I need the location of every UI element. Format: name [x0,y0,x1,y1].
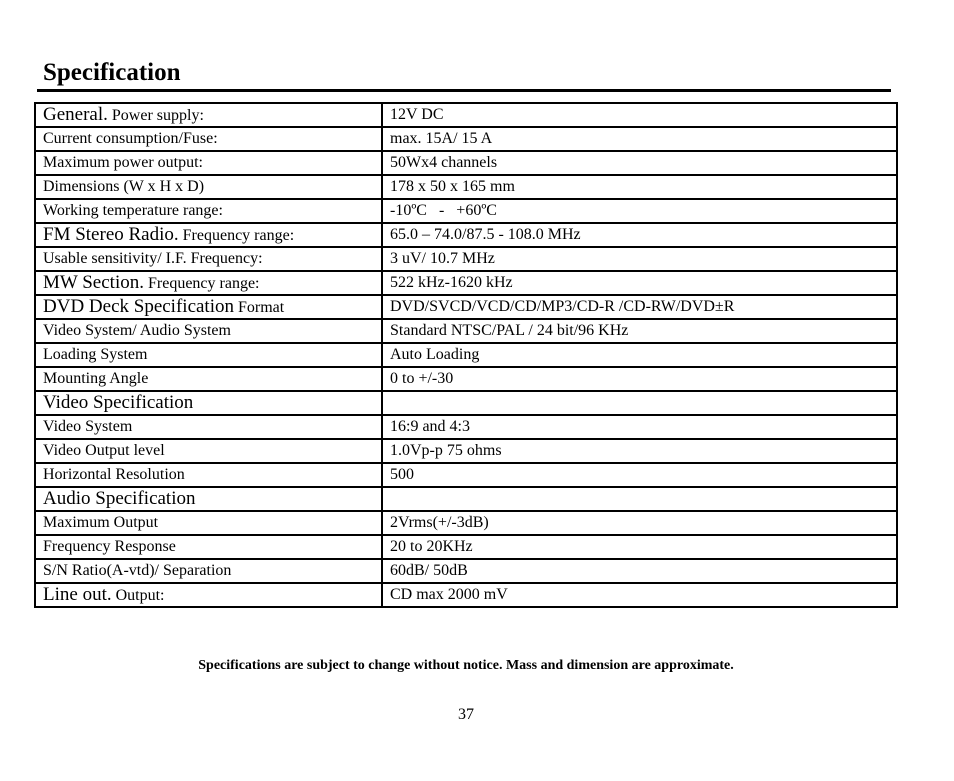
spec-label-cell [35,487,382,511]
spec-value-cell [382,391,897,415]
spec-label: Maximum power output: [43,154,203,171]
spec-label: Video System [43,418,133,435]
spec-value-cell [382,559,897,583]
spec-label: Frequency range: [178,226,295,244]
spec-label-cell [35,271,382,295]
section-heading: FM Stereo Radio. [43,223,179,245]
spec-label-cell [35,367,382,391]
spec-label: Usable sensitivity/ I.F. Frequency: [43,250,263,267]
spec-value-cell [382,511,897,535]
spec-label: Frequency range: [143,274,260,292]
table-row [35,535,897,559]
table-row [35,175,897,199]
spec-value-cell [382,247,897,271]
spec-value-cell [382,223,897,247]
table-row [35,343,897,367]
table-row [35,199,897,223]
spec-value: 65.0 – 74.0/87.5 - 108.0 MHz [390,226,581,243]
table-row [35,559,897,583]
spec-value-cell [382,487,897,511]
spec-value-cell [382,319,897,343]
spec-value-cell [382,583,897,607]
spec-value: 12V DC [390,106,444,123]
spec-value: max. 15A/ 15 A [390,130,493,147]
spec-label: Video Output level [43,442,165,459]
spec-label: Format [234,298,285,316]
table-row [35,103,897,127]
section-heading: MW Section. [43,271,144,293]
spec-value: 60dB/ 50dB [390,562,468,579]
spec-label-cell [35,439,382,463]
spec-value-cell [382,535,897,559]
spec-label: Dimensions (W x H x D) [43,178,205,195]
table-row [35,319,897,343]
spec-value: CD max 2000 mV [390,586,508,603]
table-row [35,367,897,391]
spec-label-cell [35,511,382,535]
spec-label: Working temperature range: [43,202,223,219]
table-row [35,415,897,439]
spec-value-cell [382,295,897,319]
spec-label-cell [35,559,382,583]
spec-label: Video System/ Audio System [43,322,231,339]
spec-value: DVD/SVCD/VCD/CD/MP3/CD-R /CD-RW/DVD±R [390,298,735,315]
spec-value: 2Vrms(+/-3dB) [390,514,489,531]
spec-label: Current consumption/Fuse: [43,130,218,147]
spec-label-cell [35,175,382,199]
table-row [35,463,897,487]
spec-value: -10ºC - +60ºC [390,202,497,219]
spec-value: 0 to +/-30 [390,370,454,387]
spec-label: Mounting Angle [43,370,149,387]
spec-value: Standard NTSC/PAL / 24 bit/96 KHz [390,322,629,339]
table-row [35,223,897,247]
spec-value-cell [382,151,897,175]
spec-label: Output: [111,586,165,604]
spec-value: 1.0Vp-p 75 ohms [390,442,502,459]
spec-label-cell [35,535,382,559]
spec-label-cell [35,127,382,151]
page-title: Specification [43,59,181,86]
spec-value-cell [382,175,897,199]
title-underline [37,89,891,92]
spec-value-cell [382,127,897,151]
spec-value: 50Wx4 channels [390,154,498,171]
spec-label: S/N Ratio(A-vtd)/ Separation [43,562,232,579]
spec-label-cell [35,319,382,343]
table-row [35,583,897,607]
spec-label-cell [35,103,382,127]
section-heading: Video Specification [43,391,194,413]
spec-value: Auto Loading [390,346,480,363]
specification-table-body [35,103,897,607]
spec-value-cell [382,343,897,367]
spec-value-cell [382,415,897,439]
spec-label: Loading System [43,346,148,363]
page-number: 37 [458,706,474,723]
table-row [35,271,897,295]
spec-value: 3 uV/ 10.7 MHz [390,250,495,267]
table-row [35,127,897,151]
spec-label-cell [35,391,382,415]
section-heading: DVD Deck Specification [43,295,234,317]
spec-label-cell [35,463,382,487]
spec-label-cell [35,151,382,175]
specification-table [34,102,898,608]
table-row [35,487,897,511]
spec-value-cell [382,103,897,127]
spec-value: 20 to 20KHz [390,538,473,555]
spec-value-cell [382,199,897,223]
section-heading: General. [43,103,108,125]
spec-label-cell [35,247,382,271]
spec-label: Frequency Response [43,538,176,555]
spec-value-cell [382,367,897,391]
spec-label-cell [35,343,382,367]
spec-label: Maximum Output [43,514,159,531]
section-heading: Audio Specification [43,487,196,509]
spec-value: 522 kHz-1620 kHz [390,274,513,291]
spec-label: Horizontal Resolution [43,466,185,483]
spec-value-cell [382,463,897,487]
table-row [35,391,897,415]
spec-value: 178 x 50 x 165 mm [390,178,515,195]
spec-label-cell [35,295,382,319]
table-row [35,151,897,175]
table-row [35,247,897,271]
spec-value-cell [382,271,897,295]
spec-label-cell [35,199,382,223]
spec-value: 500 [390,466,414,483]
spec-label-cell [35,583,382,607]
table-row [35,511,897,535]
spec-label: Power supply: [107,106,204,124]
spec-label-cell [35,415,382,439]
section-heading: Line out. [43,583,112,605]
footnote: Specifications are subject to change without notice. Mass and dimension are approximate. [198,658,734,673]
table-row [35,295,897,319]
spec-value: 16:9 and 4:3 [390,418,470,435]
table-row [35,439,897,463]
spec-value-cell [382,439,897,463]
spec-label-cell [35,223,382,247]
